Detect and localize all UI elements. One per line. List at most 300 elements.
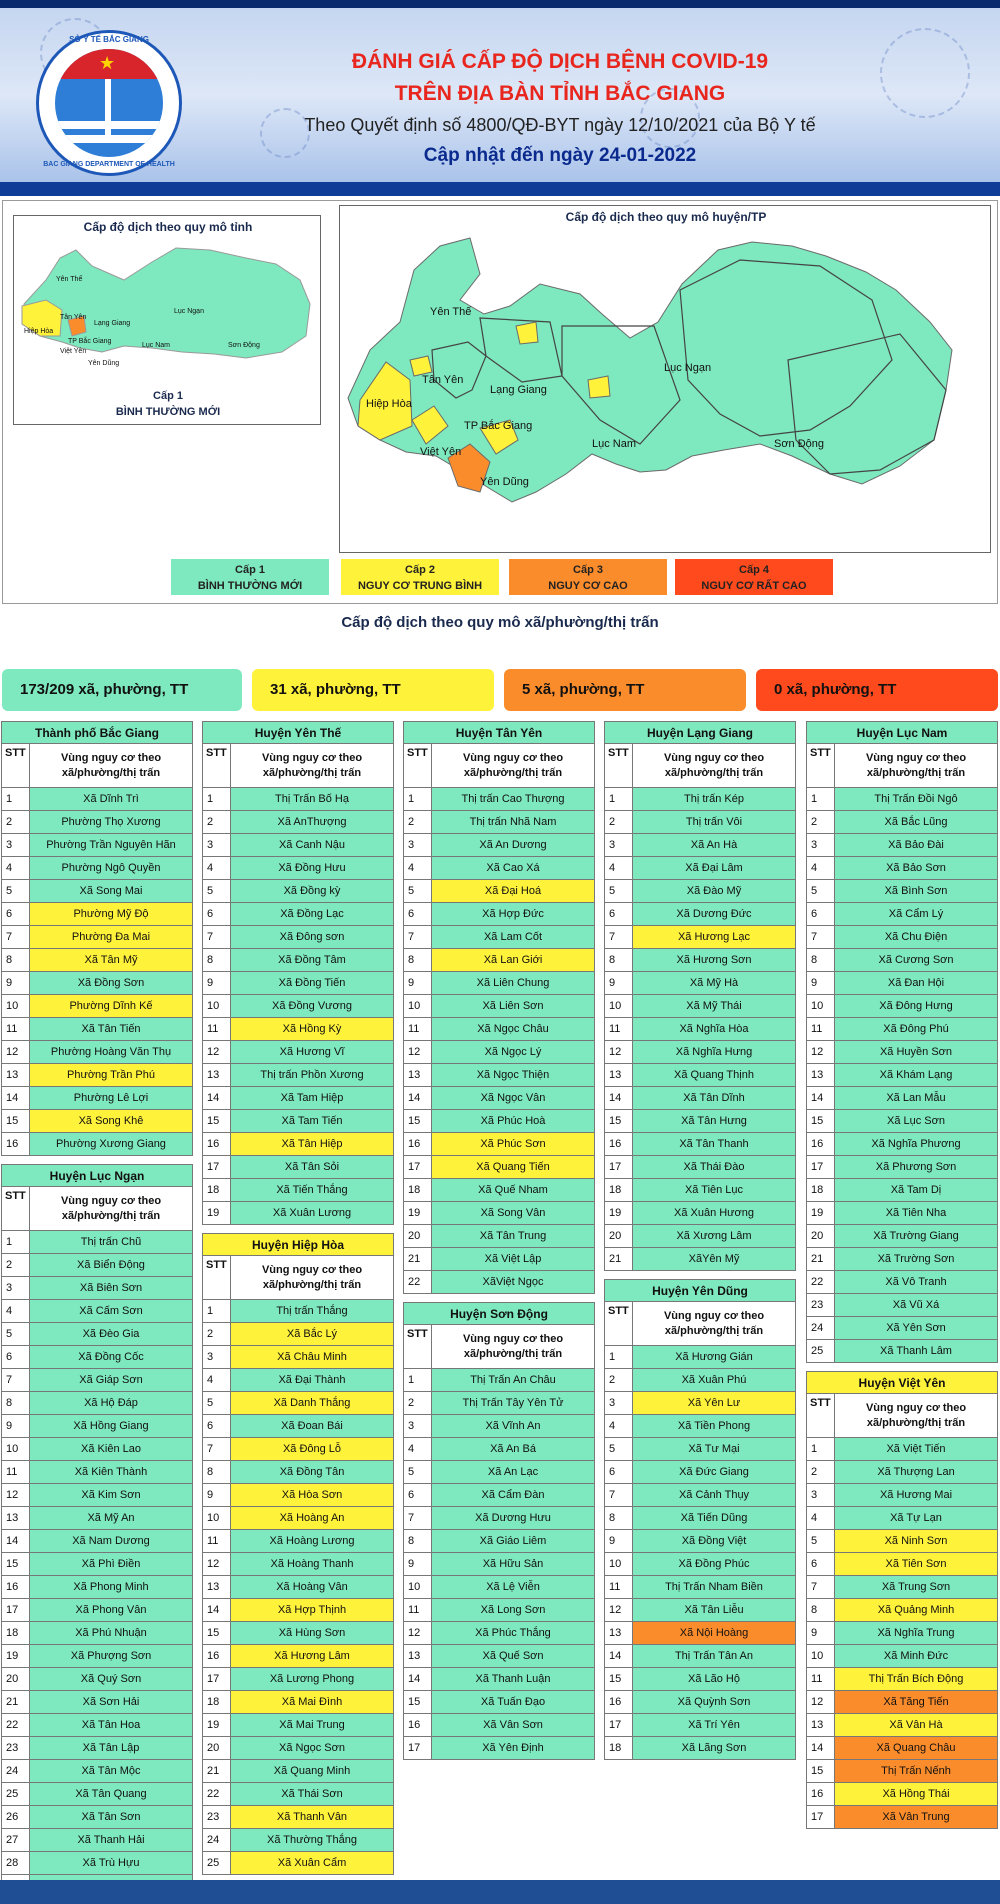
commune-name: Xã Tân Quang <box>30 1783 193 1806</box>
table-row <box>2 1254 193 1277</box>
row-number: 14 <box>807 1737 835 1760</box>
district-name: Huyện Lục Ngạn <box>2 1165 193 1187</box>
province-label: Lục Nam <box>142 342 171 349</box>
table-row <box>404 1225 595 1248</box>
commune-name: Xã Đồng Tân <box>231 1461 394 1484</box>
legend-name: BÌNH THƯỜNG MỚI <box>197 580 303 592</box>
table-row <box>807 1668 998 1691</box>
row-number: 9 <box>2 1415 30 1438</box>
table-row <box>203 857 394 880</box>
row-number: 11 <box>605 1018 633 1041</box>
commune-name: Xã Tam Hiệp <box>231 1087 394 1110</box>
commune-name: Xã Tiền Phong <box>633 1415 796 1438</box>
stt-header: STT <box>2 744 30 788</box>
district-label: TP Bắc Giang <box>464 420 533 432</box>
table-row <box>404 1599 595 1622</box>
table-row <box>203 1438 394 1461</box>
commune-name: Xã Nội Hoàng <box>633 1622 796 1645</box>
table-row <box>404 857 595 880</box>
row-number: 16 <box>203 1645 231 1668</box>
table-row <box>404 1668 595 1691</box>
table-row <box>605 1041 796 1064</box>
commune-name: Xã Bảo Đài <box>835 834 998 857</box>
logo-top-text: SỞ Y TẾ BẮC GIANG <box>69 35 149 44</box>
commune-name: Thị Trấn Bố Hạ <box>231 788 394 811</box>
commune-name: Xã Tân Thanh <box>633 1133 796 1156</box>
commune-name: Xã Bảo Sơn <box>835 857 998 880</box>
district-table <box>403 721 595 1294</box>
row-number: 9 <box>605 1530 633 1553</box>
row-number: 4 <box>203 857 231 880</box>
commune-name: Xã Việt Lập <box>432 1248 595 1271</box>
table-row <box>2 1737 193 1760</box>
table-row <box>2 1484 193 1507</box>
footer-bar <box>0 1880 1000 1904</box>
table-row <box>807 1133 998 1156</box>
row-number: 15 <box>807 1110 835 1133</box>
row-number: 2 <box>203 811 231 834</box>
commune-name: Xã Liên Chung <box>432 972 595 995</box>
table-row <box>605 1087 796 1110</box>
commune-name: Xã Lão Hộ <box>633 1668 796 1691</box>
table-row <box>404 1415 595 1438</box>
row-number: 1 <box>404 788 432 811</box>
commune-name: Xã Biển Động <box>30 1254 193 1277</box>
commune-name: Xã Đồng Việt <box>633 1530 796 1553</box>
row-number: 9 <box>807 972 835 995</box>
commune-name: Phường Xương Giang <box>30 1133 193 1156</box>
table-row <box>203 1202 394 1225</box>
table-row <box>2 1110 193 1133</box>
row-number: 3 <box>203 1346 231 1369</box>
table-row <box>404 1714 595 1737</box>
row-number: 12 <box>2 1041 30 1064</box>
table-row <box>404 1018 595 1041</box>
table-row <box>203 1553 394 1576</box>
commune-name: Xã Tân Mỹ <box>30 949 193 972</box>
commune-name: Xã Lãng Sơn <box>633 1737 796 1760</box>
row-number: 24 <box>203 1829 231 1852</box>
commune-name: Xã Tân Sơn <box>30 1806 193 1829</box>
table-row <box>404 1271 595 1294</box>
stt-header: STT <box>807 1394 835 1438</box>
table-row <box>605 1530 796 1553</box>
commune-name: Xã Ninh Sơn <box>835 1530 998 1553</box>
area-header: Vùng nguy cơ theo xã/phường/thị trấn <box>231 1256 394 1300</box>
row-number: 5 <box>404 880 432 903</box>
row-number: 6 <box>203 903 231 926</box>
commune-name: Phường Lê Lợi <box>30 1087 193 1110</box>
row-number: 7 <box>203 926 231 949</box>
stt-header: STT <box>807 744 835 788</box>
commune-name: Phường Đa Mai <box>30 926 193 949</box>
table-row <box>605 1156 796 1179</box>
commune-name: Xã Xuân Lương <box>231 1202 394 1225</box>
legend-level-1 <box>171 559 329 595</box>
table-row <box>203 1599 394 1622</box>
commune-name: Xã Thanh Luận <box>432 1668 595 1691</box>
commune-name: Xã Tiên Lục <box>633 1179 796 1202</box>
row-number: 13 <box>404 1645 432 1668</box>
row-number: 16 <box>203 1133 231 1156</box>
table-row <box>2 1087 193 1110</box>
row-number: 17 <box>807 1156 835 1179</box>
row-number: 17 <box>203 1668 231 1691</box>
commune-name: Xã Thái Sơn <box>231 1783 394 1806</box>
row-number: 22 <box>203 1783 231 1806</box>
commune-name: Xã Tư Mại <box>633 1438 796 1461</box>
row-number: 4 <box>2 857 30 880</box>
table-row <box>404 926 595 949</box>
commune-name: Thị trấn Vôi <box>633 811 796 834</box>
table-column-5 <box>806 721 998 1837</box>
commune-name: Xã Đông Phú <box>835 1018 998 1041</box>
commune-name: Xã Tân Tiến <box>30 1018 193 1041</box>
table-row <box>605 1225 796 1248</box>
table-row <box>2 1507 193 1530</box>
district-map <box>339 205 991 553</box>
table-row <box>807 880 998 903</box>
commune-name: Xã Hương Vĩ <box>231 1041 394 1064</box>
table-row <box>203 834 394 857</box>
table-row <box>605 1576 796 1599</box>
row-number: 5 <box>2 1323 30 1346</box>
district-map-shape <box>340 230 990 552</box>
row-number: 20 <box>807 1225 835 1248</box>
table-row <box>404 1484 595 1507</box>
table-row <box>605 1645 796 1668</box>
row-number: 9 <box>203 972 231 995</box>
table-row <box>203 1300 394 1323</box>
row-number: 14 <box>203 1087 231 1110</box>
table-row <box>605 1369 796 1392</box>
summary-level-4: 0 xã, phường, TT <box>756 669 998 711</box>
commune-name: Xã Vũ Xá <box>835 1294 998 1317</box>
row-number: 2 <box>605 1369 633 1392</box>
commune-name: Thị Trấn Bích Động <box>835 1668 998 1691</box>
row-number: 10 <box>404 1576 432 1599</box>
table-row <box>605 857 796 880</box>
row-number: 17 <box>605 1714 633 1737</box>
map-panel <box>2 200 998 604</box>
table-row <box>404 1041 595 1064</box>
table-row <box>404 949 595 972</box>
table-row <box>203 1576 394 1599</box>
row-number: 15 <box>203 1622 231 1645</box>
table-row <box>203 811 394 834</box>
table-row <box>807 1438 998 1461</box>
row-number: 13 <box>203 1576 231 1599</box>
summary-level-1: 173/209 xã, phường, TT <box>2 669 242 711</box>
table-row <box>203 1714 394 1737</box>
district-label: Lục Ngạn <box>664 362 712 374</box>
commune-name: Xã Huyền Sơn <box>835 1041 998 1064</box>
row-number: 24 <box>807 1317 835 1340</box>
row-number: 18 <box>807 1179 835 1202</box>
table-row <box>404 903 595 926</box>
district-table <box>806 1371 998 1829</box>
commune-name: Phường Trần Phú <box>30 1064 193 1087</box>
table-row <box>605 926 796 949</box>
table-row <box>807 903 998 926</box>
area-header: Vùng nguy cơ theo xã/phường/thị trấn <box>30 1187 193 1231</box>
commune-name: Xã Yên Định <box>432 1737 595 1760</box>
table-row <box>203 995 394 1018</box>
table-row <box>605 995 796 1018</box>
commune-name: Xã Cương Sơn <box>835 949 998 972</box>
row-number: 22 <box>2 1714 30 1737</box>
table-row <box>2 1852 193 1875</box>
commune-name: Xã Tiên Sơn <box>835 1553 998 1576</box>
table-row <box>807 834 998 857</box>
commune-name: Xã Hương Mai <box>835 1484 998 1507</box>
row-number: 11 <box>203 1530 231 1553</box>
table-row <box>807 1041 998 1064</box>
table-row <box>404 1645 595 1668</box>
district-label: Yên Dũng <box>480 476 529 488</box>
commune-name: Xã Ngọc Châu <box>432 1018 595 1041</box>
row-number: 7 <box>807 1576 835 1599</box>
table-row <box>807 949 998 972</box>
table-row <box>605 1737 796 1760</box>
row-number: 11 <box>2 1461 30 1484</box>
commune-name: Xã Canh Nậu <box>231 834 394 857</box>
row-number: 3 <box>2 1277 30 1300</box>
commune-name: Xã Kiên Lao <box>30 1438 193 1461</box>
table-row <box>605 1484 796 1507</box>
table-row <box>2 903 193 926</box>
commune-name: Xã Tân Mộc <box>30 1760 193 1783</box>
table-row <box>807 1156 998 1179</box>
commune-name: Xã Hương Lạc <box>633 926 796 949</box>
commune-name: Xã Châu Minh <box>231 1346 394 1369</box>
commune-name: Xã Đoan Bái <box>231 1415 394 1438</box>
row-number: 6 <box>203 1415 231 1438</box>
area-header: Vùng nguy cơ theo xã/phường/thị trấn <box>30 744 193 788</box>
table-row <box>605 1392 796 1415</box>
row-number: 6 <box>807 903 835 926</box>
province-level: Cấp 1 <box>153 390 183 402</box>
row-number: 8 <box>203 949 231 972</box>
row-number: 14 <box>2 1530 30 1553</box>
commune-name: Xã Xuân Cẩm <box>231 1852 394 1875</box>
table-column-3 <box>403 721 595 1768</box>
commune-name: Xã Xương Lâm <box>633 1225 796 1248</box>
district-label: Việt Yên <box>420 446 462 458</box>
table-row <box>404 1369 595 1392</box>
commune-name: Xã Vô Tranh <box>835 1271 998 1294</box>
province-label: TP Bắc Giang <box>68 338 112 345</box>
row-number: 13 <box>807 1064 835 1087</box>
district-name: Huyện Lạng Giang <box>605 722 796 744</box>
table-row <box>807 1087 998 1110</box>
row-number: 9 <box>203 1484 231 1507</box>
table-row <box>404 1179 595 1202</box>
stt-header: STT <box>2 1187 30 1231</box>
row-number: 17 <box>605 1156 633 1179</box>
table-row <box>605 834 796 857</box>
commune-name: Xã Hộ Đáp <box>30 1392 193 1415</box>
table-row <box>203 1179 394 1202</box>
table-row <box>807 1018 998 1041</box>
row-number: 14 <box>605 1087 633 1110</box>
table-row <box>203 1806 394 1829</box>
commune-name: Xã Phương Sơn <box>835 1156 998 1179</box>
row-number: 9 <box>2 972 30 995</box>
stt-header: STT <box>404 744 432 788</box>
table-row <box>605 880 796 903</box>
row-number: 14 <box>404 1087 432 1110</box>
commune-name: Xã Đồng Tiến <box>231 972 394 995</box>
table-row <box>2 1599 193 1622</box>
table-row <box>807 1760 998 1783</box>
table-row <box>2 1323 193 1346</box>
row-number: 1 <box>2 1231 30 1254</box>
table-row <box>2 880 193 903</box>
row-number: 3 <box>605 834 633 857</box>
row-number: 18 <box>404 1179 432 1202</box>
commune-name: Xã Phúc Sơn <box>432 1133 595 1156</box>
table-row <box>807 1691 998 1714</box>
row-number: 13 <box>404 1064 432 1087</box>
commune-name: Xã Liên Sơn <box>432 995 595 1018</box>
commune-name: Xã Bắc Lũng <box>835 811 998 834</box>
row-number: 25 <box>807 1340 835 1363</box>
row-number: 10 <box>203 1507 231 1530</box>
commune-name: Xã Ngọc Sơn <box>231 1737 394 1760</box>
commune-name: Xã An Hà <box>633 834 796 857</box>
legend-level: Cấp 2 <box>405 564 435 576</box>
commune-name: Xã Lục Sơn <box>835 1110 998 1133</box>
table-row <box>203 1392 394 1415</box>
row-number: 19 <box>203 1714 231 1737</box>
table-row <box>2 1691 193 1714</box>
commune-name: Xã Phong Vân <box>30 1599 193 1622</box>
commune-name: Xã Hương Sơn <box>633 949 796 972</box>
row-number: 8 <box>605 949 633 972</box>
table-row <box>605 811 796 834</box>
commune-name: Xã Chu Điện <box>835 926 998 949</box>
row-number: 8 <box>404 949 432 972</box>
commune-name: Xã Hồng Thái <box>835 1783 998 1806</box>
row-number: 17 <box>807 1806 835 1829</box>
commune-name: Xã Song Khê <box>30 1110 193 1133</box>
table-row <box>2 972 193 995</box>
table-row <box>807 1599 998 1622</box>
table-row <box>807 1294 998 1317</box>
commune-name: Xã Nghĩa Trung <box>835 1622 998 1645</box>
row-number: 3 <box>807 834 835 857</box>
province-map <box>13 215 321 425</box>
row-number: 18 <box>605 1179 633 1202</box>
row-number: 12 <box>605 1041 633 1064</box>
row-number: 4 <box>203 1369 231 1392</box>
row-number: 25 <box>2 1783 30 1806</box>
commune-name: Xã Quế Sơn <box>432 1645 595 1668</box>
section-title: Cấp độ dịch theo quy mô xã/phường/thị trấn <box>341 614 659 631</box>
commune-name: Xã Thanh Hải <box>30 1829 193 1852</box>
commune-name: Xã Danh Thắng <box>231 1392 394 1415</box>
row-number: 6 <box>807 1553 835 1576</box>
commune-name: Xã Đại Thành <box>231 1369 394 1392</box>
commune-name: Xã Phì Điền <box>30 1553 193 1576</box>
table-row <box>807 1340 998 1363</box>
table-row <box>404 995 595 1018</box>
row-number: 7 <box>807 926 835 949</box>
commune-name: Xã Đồng Hưu <box>231 857 394 880</box>
row-number: 1 <box>203 788 231 811</box>
commune-name: Xã Dĩnh Trì <box>30 788 193 811</box>
table-row <box>404 1133 595 1156</box>
province-level-name: BÌNH THƯỜNG MỚI <box>115 406 221 418</box>
commune-name: Xã Đồng Sơn <box>30 972 193 995</box>
stt-header: STT <box>203 744 231 788</box>
table-row <box>605 1553 796 1576</box>
table-row <box>203 1156 394 1179</box>
district-label: Sơn Động <box>774 438 825 450</box>
table-row <box>404 880 595 903</box>
table-row <box>203 788 394 811</box>
commune-name: Xã Vân Sơn <box>432 1714 595 1737</box>
table-row <box>605 1202 796 1225</box>
row-number: 10 <box>2 995 30 1018</box>
row-number: 14 <box>2 1087 30 1110</box>
table-row <box>2 1622 193 1645</box>
commune-name: Phường Mỹ Độ <box>30 903 193 926</box>
row-number: 23 <box>807 1294 835 1317</box>
district-name: Huyện Hiệp Hòa <box>203 1234 394 1256</box>
row-number: 10 <box>605 995 633 1018</box>
legend-name: NGUY CƠ TRUNG BÌNH <box>357 580 483 592</box>
row-number: 16 <box>404 1133 432 1156</box>
legend-level-4 <box>675 559 833 595</box>
table-row <box>2 1576 193 1599</box>
update-date: Cập nhật đến ngày 24-01-2022 <box>423 145 697 166</box>
commune-name: Xã Tân Hiệp <box>231 1133 394 1156</box>
commune-name: Xã Vân Trung <box>835 1806 998 1829</box>
table-row <box>203 1507 394 1530</box>
row-number: 13 <box>807 1714 835 1737</box>
stt-header: STT <box>605 1302 633 1346</box>
table-row <box>2 1530 193 1553</box>
commune-name: Xã Đông Hưng <box>835 995 998 1018</box>
commune-name: Xã Cẩm Đàn <box>432 1484 595 1507</box>
district-name: Huyện Sơn Động <box>404 1303 595 1325</box>
commune-name: Xã Xuân Hương <box>633 1202 796 1225</box>
commune-name: Xã Tam Dị <box>835 1179 998 1202</box>
row-number: 18 <box>203 1179 231 1202</box>
row-number: 20 <box>203 1737 231 1760</box>
row-number: 2 <box>2 1254 30 1277</box>
table-row <box>404 972 595 995</box>
commune-name: Xã Trường Giang <box>835 1225 998 1248</box>
row-number: 7 <box>2 926 30 949</box>
table-row <box>807 1645 998 1668</box>
commune-name: Xã Trường Sơn <box>835 1248 998 1271</box>
commune-name: Xã Thường Thắng <box>231 1829 394 1852</box>
table-row <box>605 1133 796 1156</box>
table-row <box>807 811 998 834</box>
commune-name: Xã Yên Lư <box>633 1392 796 1415</box>
commune-name: Xã Lam Cốt <box>432 926 595 949</box>
row-number: 11 <box>2 1018 30 1041</box>
table-row <box>203 1346 394 1369</box>
table-row <box>203 1622 394 1645</box>
commune-name: Xã Kiên Thành <box>30 1461 193 1484</box>
legend-level: Cấp 3 <box>573 564 603 576</box>
commune-name: Xã Mai Trung <box>231 1714 394 1737</box>
row-number: 15 <box>605 1668 633 1691</box>
